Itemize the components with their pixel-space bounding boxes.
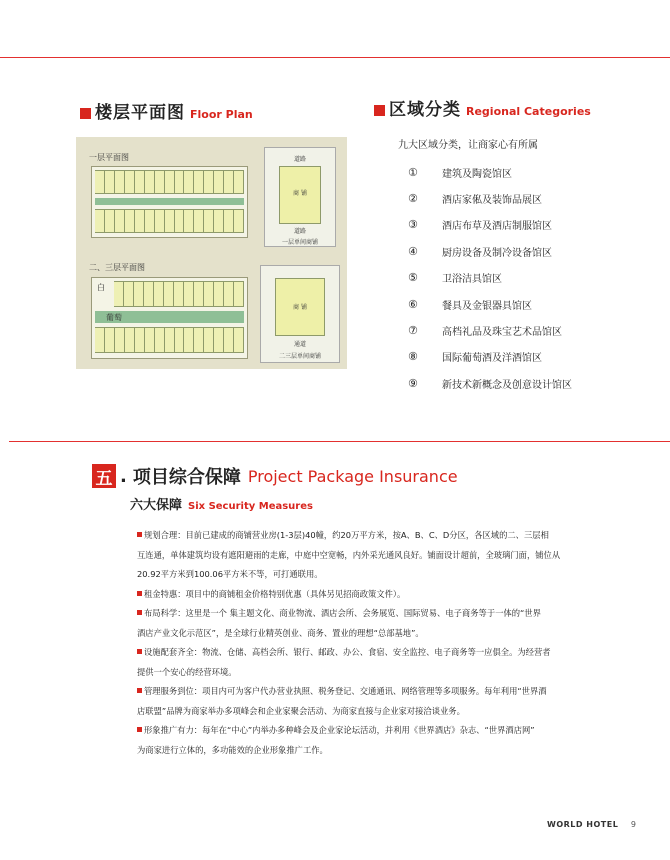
shop-row <box>95 170 244 194</box>
list-item: ④ 厨房设备及制冷设备馆区 <box>408 244 552 259</box>
floor-plan-title-cn: 楼层平面图 <box>95 103 185 123</box>
inset-shop-label: 商 铺 <box>293 190 307 197</box>
regional-heading <box>374 95 591 120</box>
inset-shop-label: 商 铺 <box>293 304 307 311</box>
bullet-icon <box>137 727 142 732</box>
top-rule <box>0 57 670 58</box>
sub-title-en: Six Security Measures <box>188 501 313 512</box>
red-square-icon <box>374 105 385 116</box>
upper-floor-building <box>91 277 248 359</box>
list-item: ⑨ 新技术新概念及创意设计馆区 <box>408 376 572 391</box>
bullet-icon <box>137 688 142 693</box>
mid-rule <box>9 441 670 442</box>
page-footer <box>547 820 636 829</box>
floor-plan-figure <box>76 137 347 369</box>
bullet-icon <box>137 649 142 654</box>
shop-row <box>114 281 244 307</box>
section-title-cn: 项目综合保障 <box>132 467 241 488</box>
paragraph: 布局科学：这里是一个 集主题文化、商业物流、酒店会所、会务展览、国际贸易、电子商务等于一体的“世界 酒店产业文化示范区”，是全球行业精英创业、商务、置业的理想“总部基地”。 <box>137 608 541 638</box>
list-item: ② 酒店家俬及装饰品展区 <box>408 192 542 207</box>
floor-plan-title-en: Floor Plan <box>190 108 253 121</box>
list-item: ⑦ 高档礼品及珠宝艺术品馆区 <box>408 324 562 339</box>
inset-passage: 通道 <box>293 341 306 348</box>
list-item: ③ 酒店布草及酒店制服馆区 <box>408 218 552 233</box>
upper-floor-shop-inset <box>260 265 340 363</box>
corridor <box>95 198 244 205</box>
shop-row <box>95 327 244 353</box>
section-number-badge: 五 <box>92 464 116 488</box>
list-item: ① 建筑及陶瓷馆区 <box>408 165 512 180</box>
six-measures-heading <box>130 494 313 513</box>
first-floor-building <box>91 166 248 238</box>
regional-title-cn: 区域分类 <box>389 100 461 120</box>
first-floor-shop-inset <box>264 147 336 247</box>
red-square-icon <box>80 108 91 119</box>
paragraph: 形象推广有力：每年在“中心”内举办多种峰会及企业家论坛活动，并利用《世界酒店》杂志、“世界酒店网” 为商家进行立体的，多功能效的企业形象推广工作。 <box>137 725 535 755</box>
first-floor-label: 一层平面图 <box>89 153 129 162</box>
paragraph: 规划合理：目前已建成的商铺营业房(1-3层)40幢，约20万平方米，按A、B、C、D分区，各区域的二、三层相 互连通，单体建筑均设有遮阳避雨的走廊，中庭中空宽畅，内外采光通风良好。铺面设计超前，全玻璃门面，铺位从 20.92平方米到100.06平方米不等，可打通联用。 <box>137 530 561 579</box>
paragraph: 管理服务到位：项目内可为客户代办营业执照、税务登记、交通通讯、网络管理等多项服务。每年利用“世界酒 店联盟”品牌为商家举办多项峰会和企业家聚会活动、为商家直接与企业家对接洽谈业务。 <box>137 686 547 716</box>
inset-road-bottom: 道路 <box>293 228 306 235</box>
upper-floor-label: 二、三层平面图 <box>89 263 145 272</box>
inset-road-top: 道路 <box>293 156 306 163</box>
footer-brand: WORLD HOTEL <box>547 820 619 829</box>
bullet-icon <box>137 610 142 615</box>
shop-row <box>95 209 244 233</box>
atrium-label: 葡萄 <box>106 313 122 322</box>
inset-caption: 二三层单间商铺 <box>278 353 321 360</box>
inset-caption: 一层单间商铺 <box>281 239 318 246</box>
section-title-en: Project Package Insurance <box>247 466 458 486</box>
section-dot: . <box>120 465 127 487</box>
floor-plan-heading <box>80 98 253 123</box>
section-5-heading <box>92 463 458 489</box>
list-item: ⑥ 餐具及金银器具馆区 <box>408 297 532 312</box>
paragraph: 设施配套齐全：物流、仓储、高档会所、银行、邮政、办公、食宿、安全监控、电子商务等一应俱全。为经营者 提供一个安心的经营环境。 <box>137 647 551 677</box>
bullet-icon <box>137 532 142 537</box>
measures-body <box>137 526 564 760</box>
list-item: ⑧ 国际葡萄酒及洋酒馆区 <box>408 350 542 365</box>
regional-title-en: Regional Categories <box>466 105 591 118</box>
bullet-icon <box>137 591 142 596</box>
regional-intro: 九大区域分类，让商家心有所属 <box>398 140 538 151</box>
category-list <box>408 159 572 397</box>
list-item: ⑤ 卫浴洁具馆区 <box>408 271 502 286</box>
sub-title-cn: 六大保障 <box>130 498 183 513</box>
paragraph: 租金特惠：项目中的商铺租金价格特别优惠（具体另见招商政策文件）。 <box>137 585 564 605</box>
walkway-label: 白 <box>97 283 105 292</box>
page-number: 9 <box>630 820 636 829</box>
